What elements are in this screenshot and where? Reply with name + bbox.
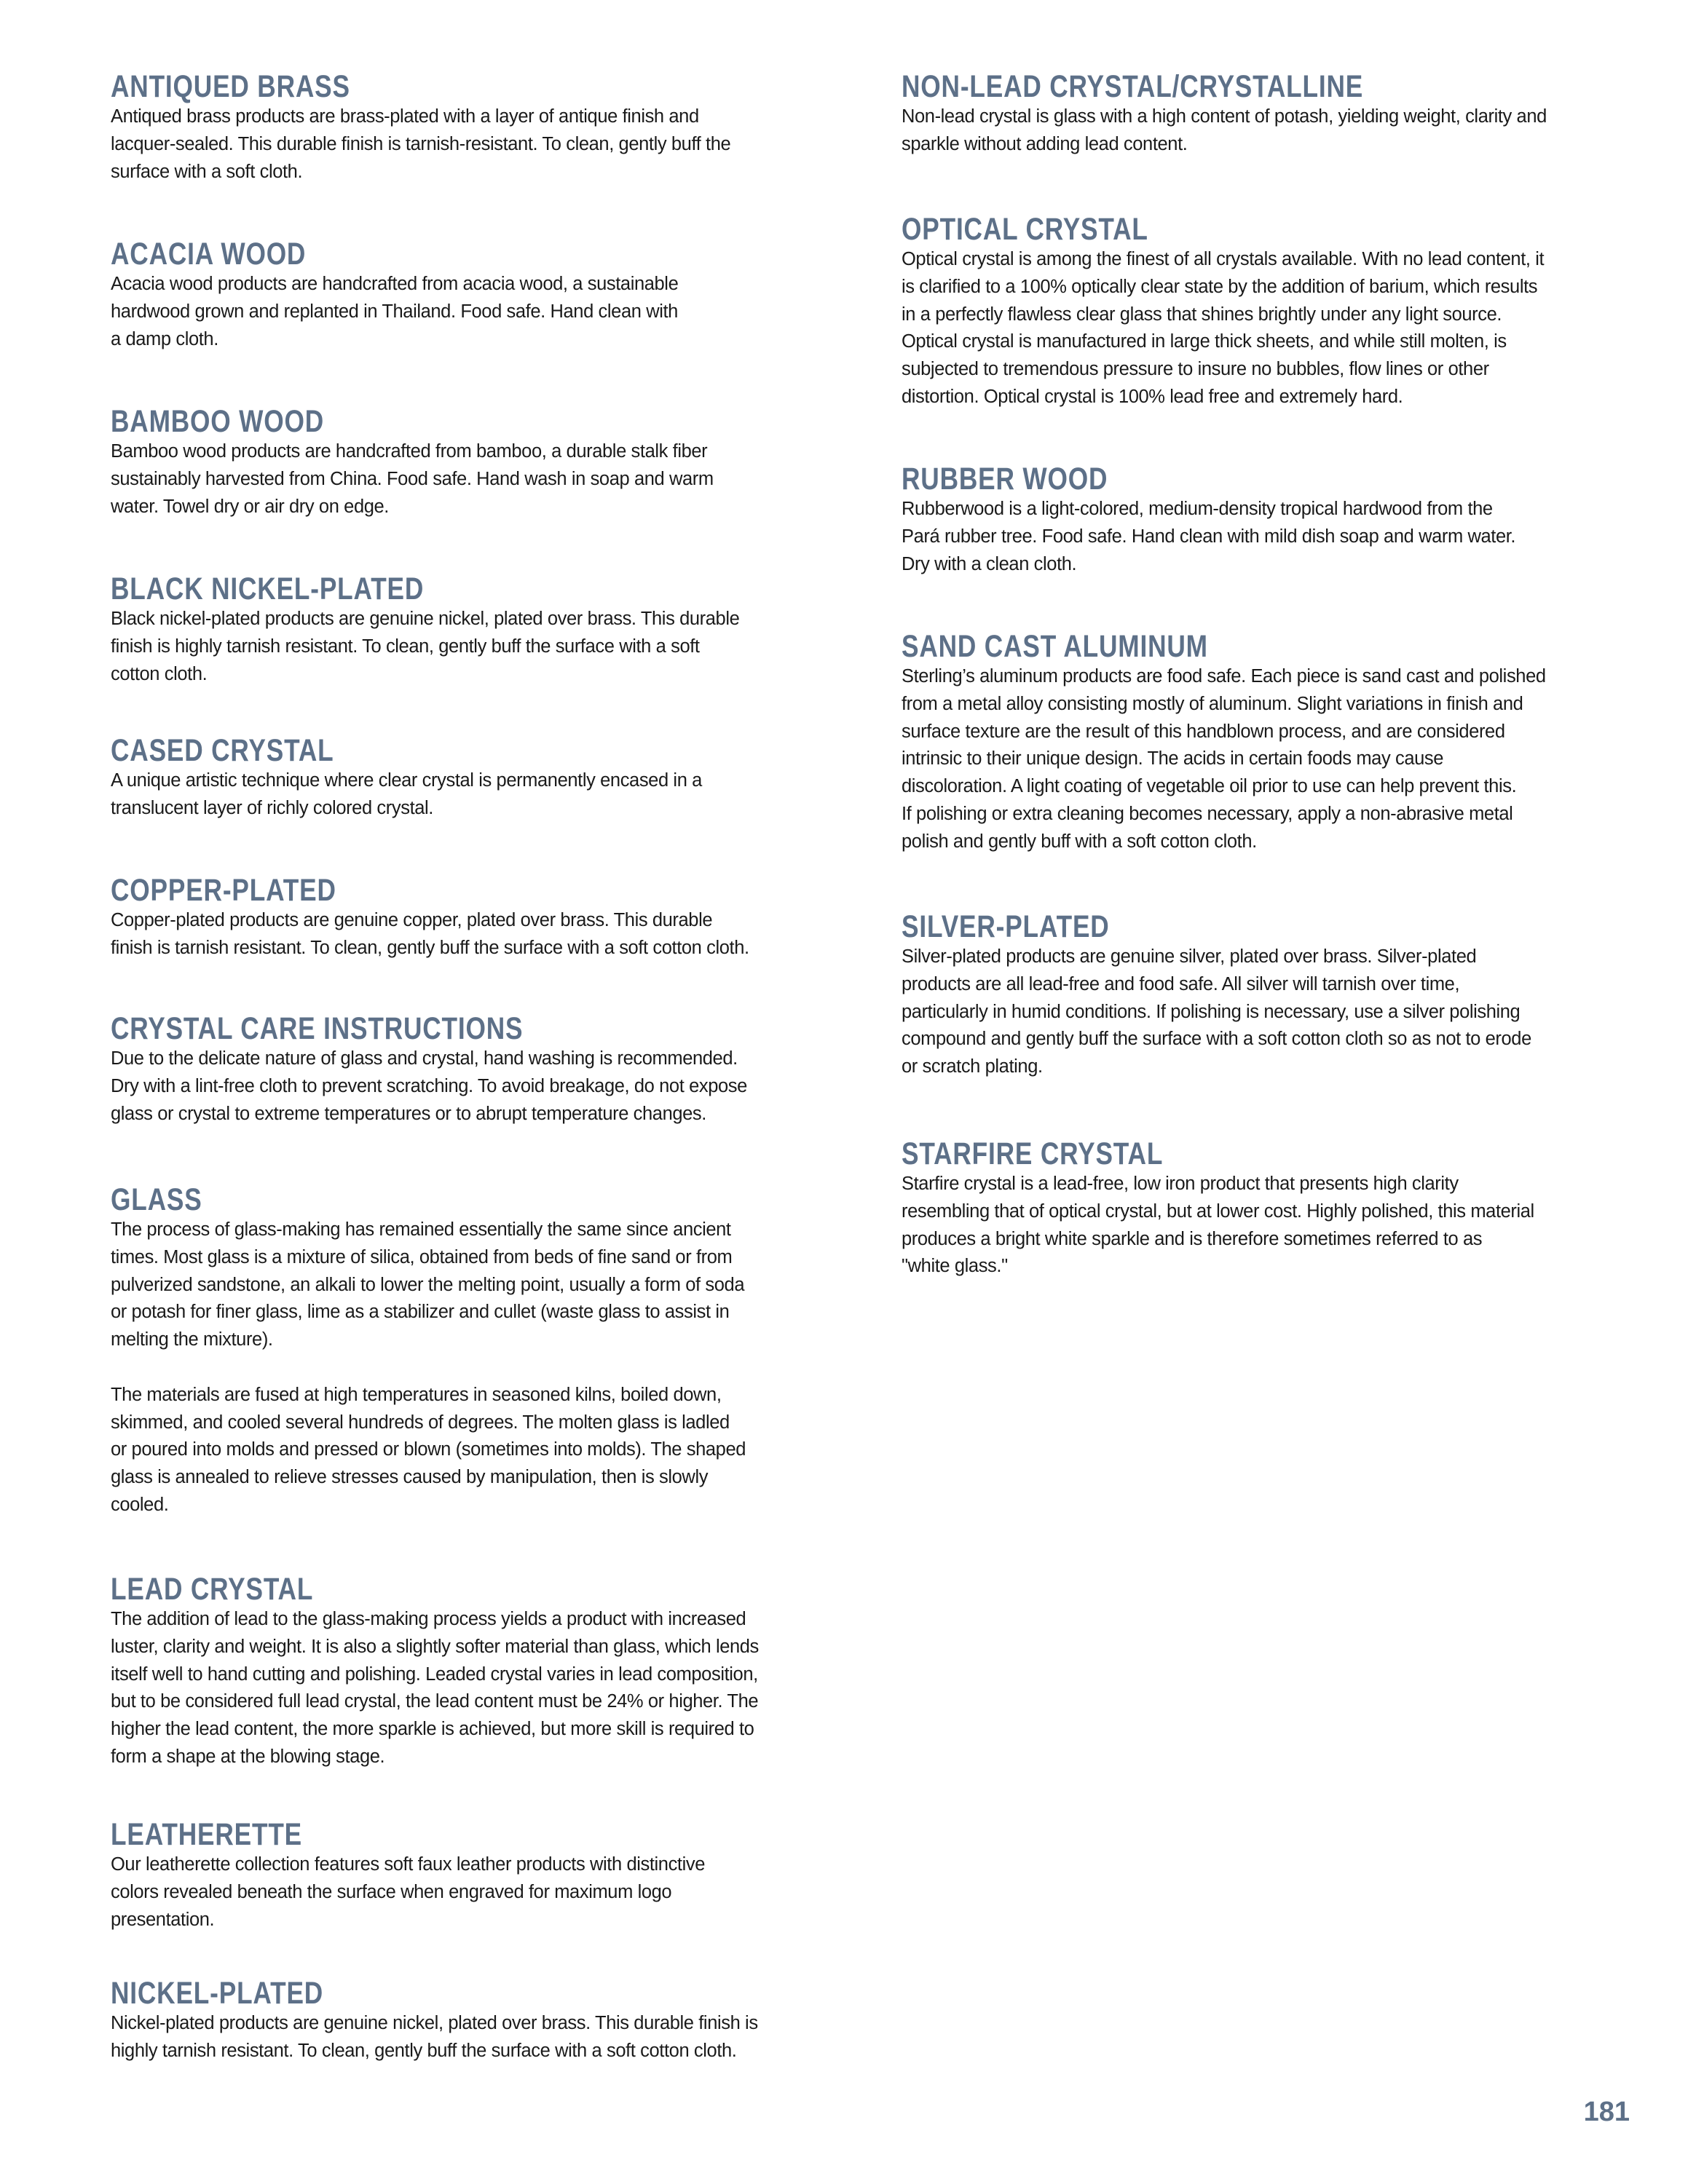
section-heading: ACACIA WOOD [111,237,307,272]
section-body: Non-lead crystal is glass with a high content of potash, yielding weight, clarity and sparkle without adding lead content. [902,106,1547,154]
section-heading: SAND CAST ALUMINUM [902,629,1208,664]
section-copper-plated [111,874,839,962]
section-body: The process of glass-making has remained essentially the same since ancient times. Most glass is a mixture of silica, obtained from beds of fine sand or from pulverized sandstone, an alkali to lower the melting point, usually a form of soda or potash for finer glass, lime as a stabilizer and cullet (waste glass to assist in melting the mixture). [111,1219,745,1350]
section-body: Antiqued brass products are brass-plated with a layer of antique finish and lacquer-sealed. This durable finish is tarnish-resistant. To clean, gently buff the surface with a soft cloth. [111,106,731,182]
section-body: Nickel-plated products are genuine nickel, plated over brass. This durable finish is highly tarnish resistant. To clean, gently buff the surface with a soft cotton cloth. [111,2013,758,2061]
section-heading: CASED CRYSTAL [111,733,334,768]
section-heading: STARFIRE CRYSTAL [902,1136,1164,1171]
section-optical-crystal [902,213,1630,411]
section-acacia-wood [111,237,839,353]
section-crystal-care-instructions [111,1012,839,1128]
section-body: Sterling’s aluminum products are food safe. Each piece is sand cast and polished from a metal alloy consisting mostly of aluminum. Slight variations in finish and surface texture are the result of this handblown process, and are considered intrinsic to their unique design. The acids in certain foods may cause discoloration. A light coating of vegetable oil prior to use can help prevent this. If polishing or extra cleaning becomes necessary, apply a non-abrasive metal polish and gently buff with a soft cotton cloth. [902,666,1546,852]
section-heading: ANTIQUED BRASS [111,69,350,104]
section-non-lead-crystal [902,70,1630,159]
section-heading: BLACK NICKEL-PLATED [111,571,425,606]
section-heading: NON-LEAD CRYSTAL/CRYSTALLINE [902,69,1364,104]
section-heading: NICKEL-PLATED [111,1976,324,2011]
section-bamboo-wood [111,405,839,521]
section-heading: OPTICAL CRYSTAL [902,212,1148,247]
section-heading: CRYSTAL CARE INSTRUCTIONS [111,1011,524,1046]
section-rubber-wood [902,462,1630,578]
section-body: Optical crystal is among the finest of all crystals available. With no lead content, it is clarified to a 100% optically clear state by the addition of barium, which results in a perfectly flawless clear glass that shines brightly under any light source. Optical crystal is manufactured in large thick sheets, and while still molten, is subjected to tremendous pressure to insure no bubbles, flow lines or other distortion. Optical crystal is 100% lead free and extremely hard. [902,249,1545,407]
section-silver-plated [902,910,1630,1081]
section-heading: RUBBER WOOD [902,462,1108,496]
section-nickel-plated [111,1977,839,2065]
section-body: Black nickel-plated products are genuine nickel, plated over brass. This durable finish is highly tarnish resistant. To clean, gently buff the surface with a soft cotton cloth. [111,609,740,684]
page-number: 181 [1583,2097,1630,2127]
section-glass [111,1183,839,1519]
section-body: Starfire crystal is a lead-free, low iron product that presents high clarity resembling that of optical crystal, but at lower cost. Highly polished, this material produces a bright white sparkle and is therefore sometimes referred to as "white glass." [902,1174,1534,1277]
section-body: Rubberwood is a light-colored, medium-density tropical hardwood from the Pará rubber tree. Food safe. Hand clean with mild dish soap and warm water. Dry with a clean cloth. [902,499,1516,574]
section-body: Silver-plated products are genuine silver, plated over brass. Silver-plated products are all lead-free and food safe. All silver will tarnish over time, particularly in humid conditions. If polishing is necessary, use a silver polishing compound and gently buff the surface with a soft cotton cloth so as not to erode or scratch plating. [902,946,1531,1077]
section-body: A unique artistic technique where clear crystal is permanently encased in a translucent layer of richly colored crystal. [111,770,702,818]
section-heading: SILVER-PLATED [902,909,1110,944]
section-body: Acacia wood products are handcrafted from acacia wood, a sustainable hardwood grown and replanted in Thailand. Food safe. Hand clean with a damp cloth. [111,274,679,349]
section-cased-crystal [111,734,839,823]
section-lead-crystal [111,1572,839,1771]
section-body: Bamboo wood products are handcrafted from bamboo, a durable stalk fiber sustainably harvested from China. Food safe. Hand wash in soap and warm water. Towel dry or air dry on edge. [111,441,714,517]
section-heading: LEATHERETTE [111,1817,303,1852]
section-leatherette [111,1818,839,1934]
section-body: Due to the delicate nature of glass and crystal, hand washing is recommended. Dry with a lint-free cloth to prevent scratching. To avoid breakage, do not expose glass or crystal to extreme temperatures or to abrupt temperature changes. [111,1048,747,1124]
section-body: The addition of lead to the glass-making process yields a product with increased luster, clarity and weight. It is also a slightly softer material than glass, which lends itself well to hand cutting and polishing. Leaded crystal varies in lead composition, but to be considered full lead crystal, the lead content must be 24% or higher. The higher the lead content, the more sparkle is achieved, but more skill is required to form a shape at the blowing stage. [111,1609,759,1767]
section-antiqued-brass [111,70,839,186]
section-body: Our leatherette collection features soft faux leather products with distinctive colors revealed beneath the surface when engraved for maximum logo presentation. [111,1854,706,1930]
section-heading: COPPER-PLATED [111,873,336,908]
section-body: The materials are fused at high temperatures in seasoned kilns, boiled down, skimmed, and cooled several hundreds of degrees. The molten glass is ladled or poured into molds and pressed or blown (sometimes into molds). The shaped glass is annealed to relieve stresses caused by manipulation, then is slowly cooled. [111,1384,746,1515]
section-sand-cast-aluminum [902,630,1630,856]
section-heading: GLASS [111,1182,202,1217]
section-black-nickel-plated [111,572,839,688]
section-starfire-crystal [902,1137,1630,1281]
section-heading: LEAD CRYSTAL [111,1572,314,1607]
section-heading: BAMBOO WOOD [111,404,325,439]
section-body: Copper-plated products are genuine copper, plated over brass. This durable finish is tarnish resistant. To clean, gently buff the surface with a soft cotton cloth. [111,910,749,958]
